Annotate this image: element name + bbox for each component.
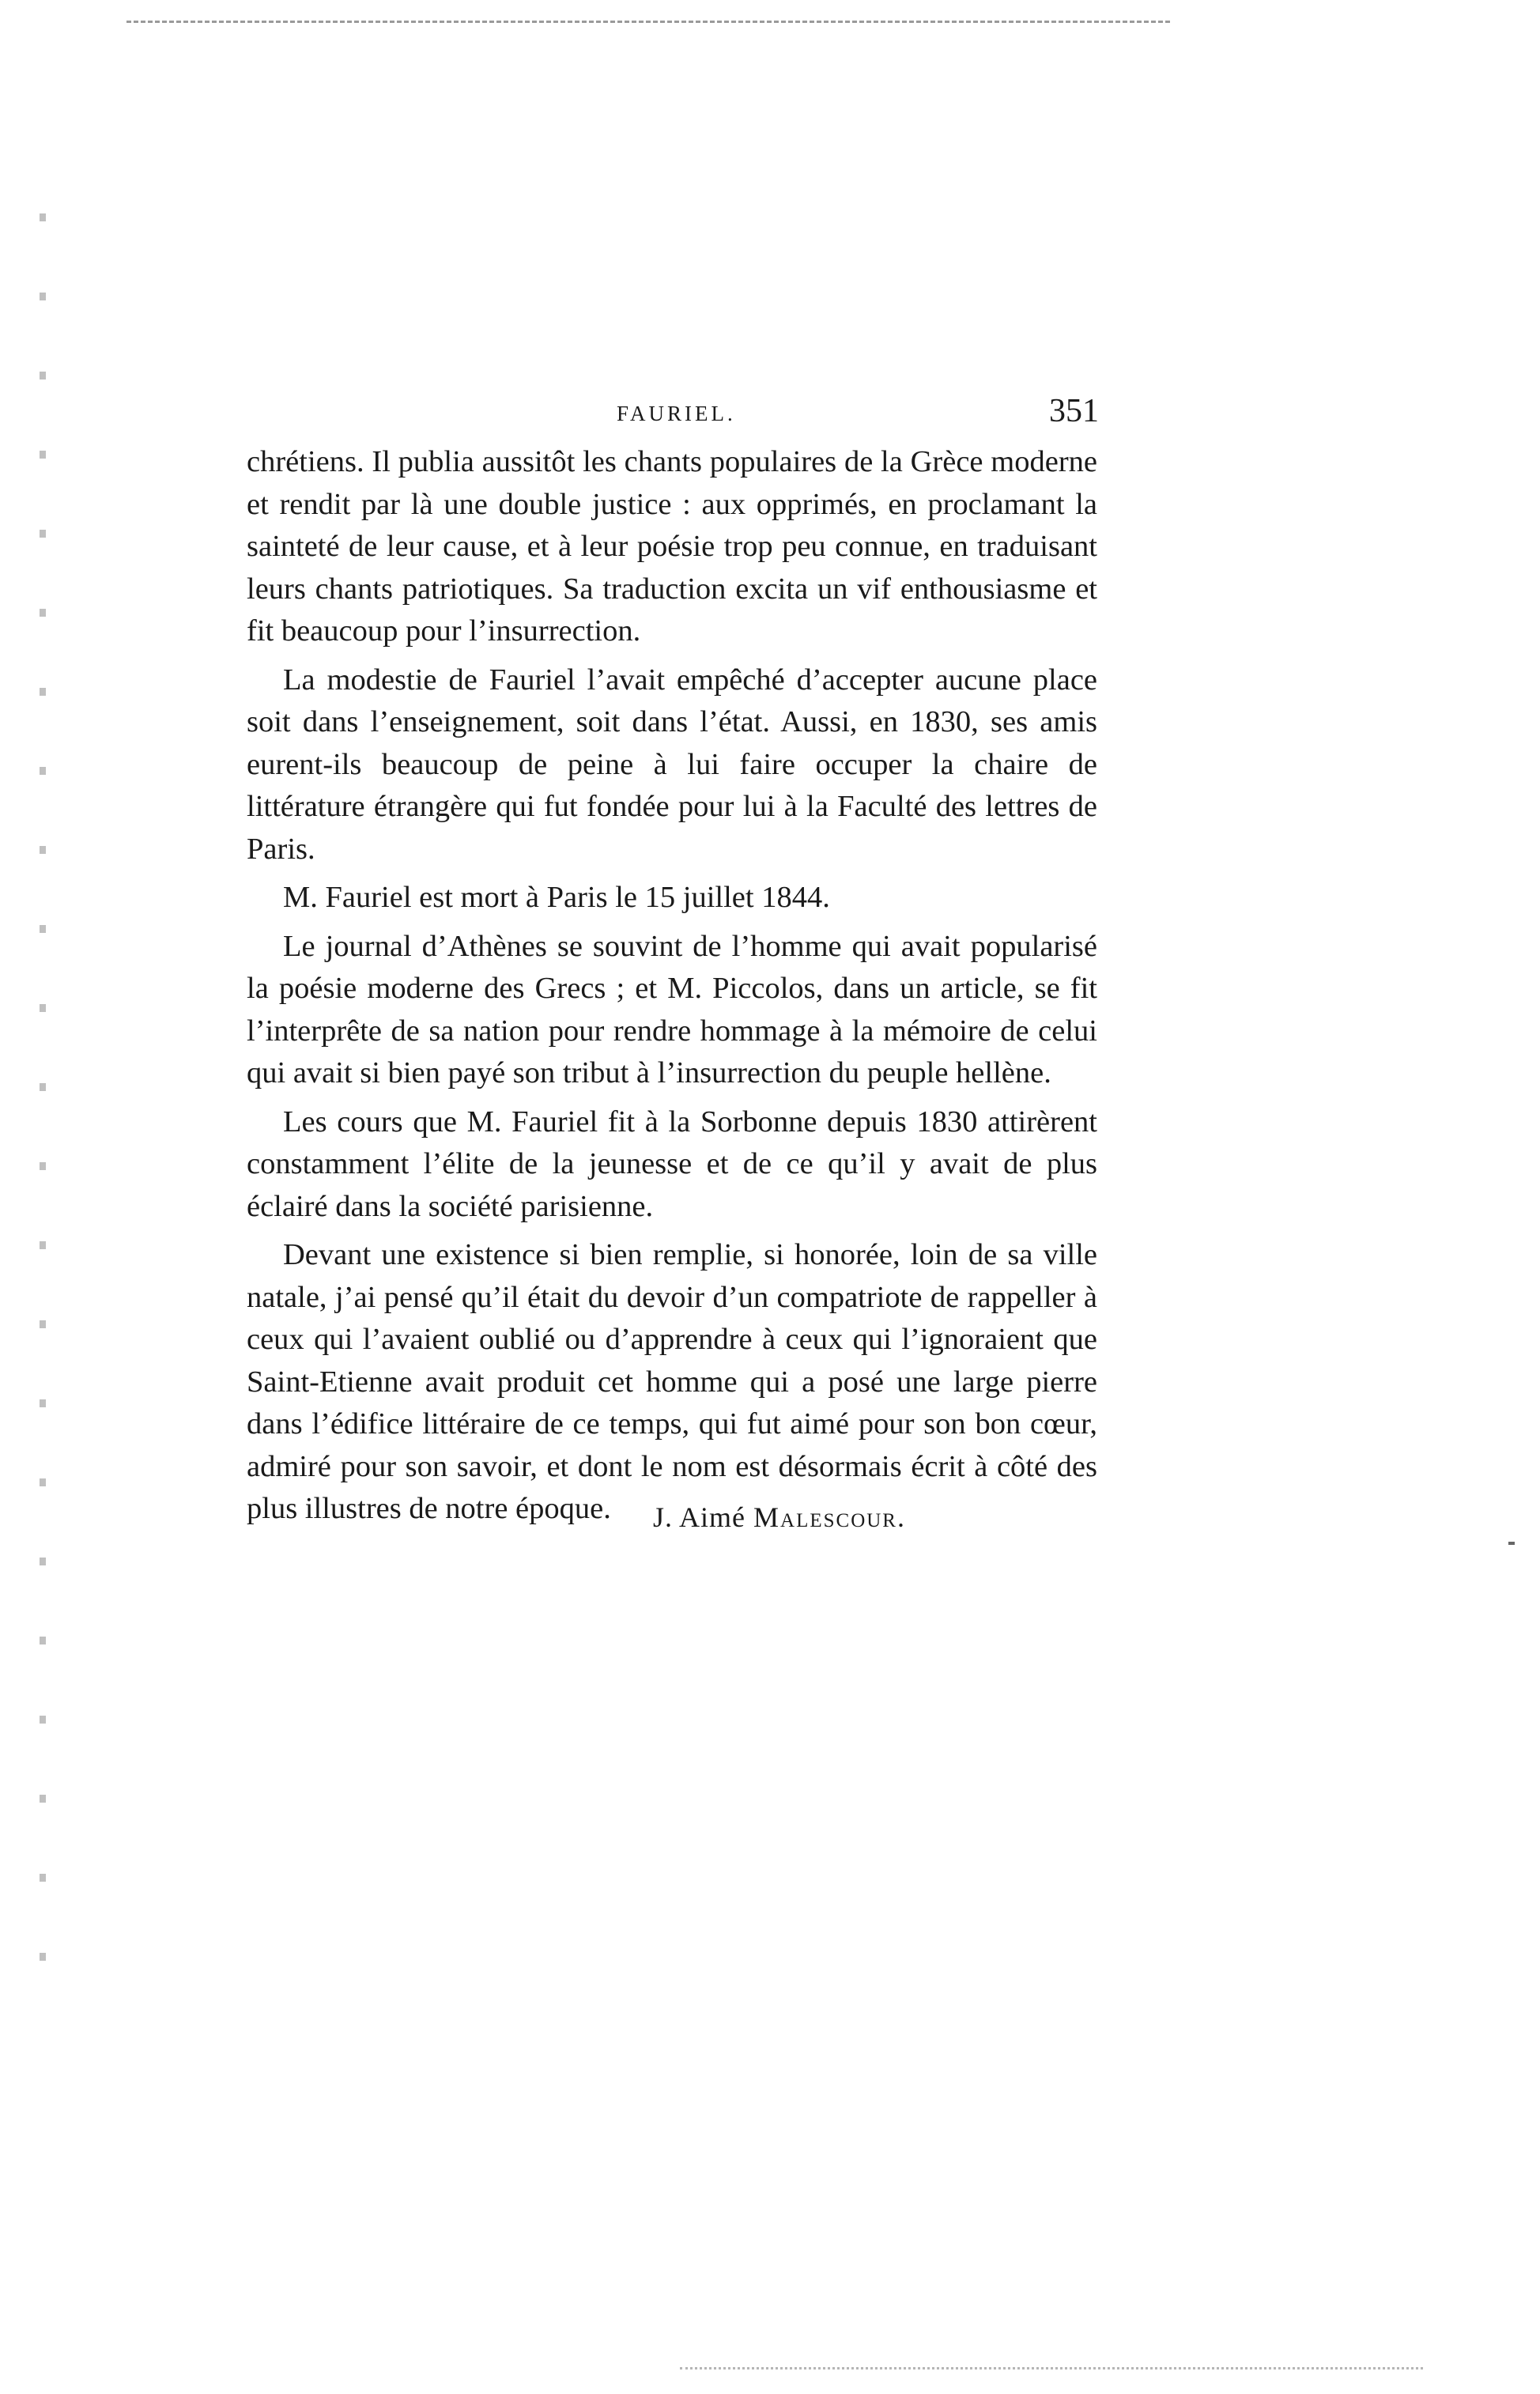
- scan-edge-bottom: [680, 2367, 1423, 2369]
- paragraph-conclusion: Devant une existence si bien remplie, si honorée, loin de sa ville natale, j’ai pensé qu’il était du devoir d’un compatriote de rappeller à ceux qui l’avaient oublié ou d’apprendre à ceux qui l’ignoraient que Saint-Etienne avait produit cet homme qui a posé une large pierre dans l’édifice littéraire de ce temps, qui fut aimé pour son bon cœur, admiré pour son savoir, et dont le nom est désormais écrit à côté des plus illustres de notre époque.: [247, 1238, 1097, 1525]
- paragraph-modestie: La modestie de Fauriel l’avait empêché d’accepter aucune place soit dans l’enseignement, soit dans l’état. Aussi, en 1830, ses amis eurent-ils beaucoup de peine à lui faire occuper la chaire de littérature étrangère qui fut fondée pour lui à la Faculté des lettres de Paris.: [247, 663, 1097, 866]
- body-text: [247, 441, 1097, 1537]
- page-header: [245, 392, 1099, 440]
- paragraph-death: M. Fauriel est mort à Paris le 15 juillet 1844.: [283, 881, 830, 914]
- running-head: FAURIEL.: [617, 402, 736, 425]
- signature-given-name: J. Aimé: [653, 1501, 746, 1533]
- page-number: 351: [1049, 393, 1099, 429]
- author-signature: [653, 1501, 906, 1534]
- scan-edge-top: [126, 21, 1170, 23]
- scan-speck: [1508, 1542, 1515, 1545]
- signature-surname: Malescour.: [753, 1501, 906, 1533]
- scan-margin-marks: [40, 213, 46, 2032]
- paragraph-journal-athenes: Le journal d’Athènes se souvint de l’homme qui avait popularisé la poésie moderne des Grecs ; et M. Piccolos, dans un article, se fit l’interprête de sa nation pour rendre hommage à la mémoire de celui qui avait si bien payé son tribut à l’insurrection du peuple hellène.: [247, 929, 1097, 1089]
- paragraph-sorbonne: Les cours que M. Fauriel fit à la Sorbonne depuis 1830 attirèrent constamment l’élite de la jeunesse et de ce qu’il y avait de plus éclairé dans la société parisienne.: [247, 1104, 1097, 1223]
- paragraph-continuation: chrétiens. Il publia aussitôt les chants populaires de la Grèce moderne et rendit par là une double justice : aux opprimés, en proclamant la sainteté de leur cause, et à leur poésie trop peu connue, en traduisant leurs chants patriotiques. Sa traduction excita un vif enthousiasme et fit beaucoup pour l’insurrection.: [247, 445, 1097, 648]
